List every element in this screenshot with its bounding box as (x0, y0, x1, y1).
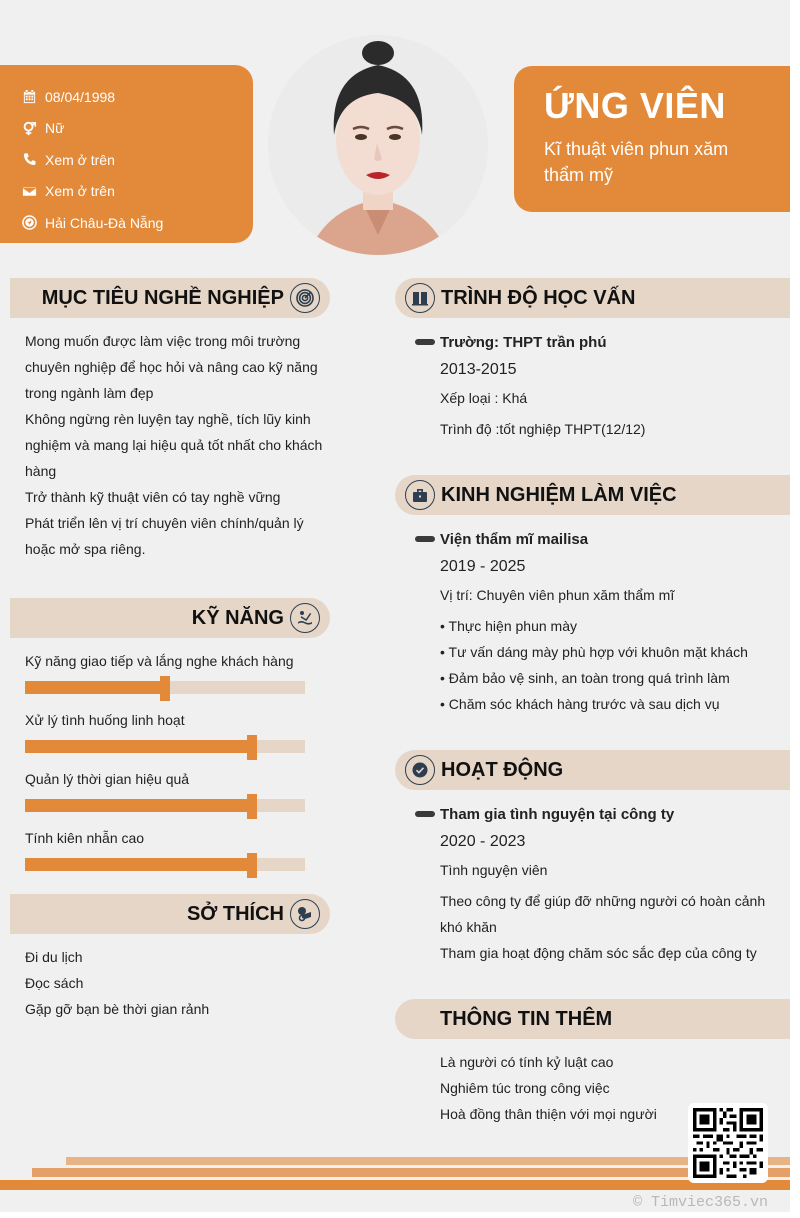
skills-list (25, 650, 305, 886)
skill-item (25, 827, 305, 886)
experience-position: Vị trí: Chuyên viên phun xăm thẩm mĩ (440, 587, 675, 603)
hobby-item: Đi du lịch (25, 949, 83, 965)
skill-label: Tính kiên nhẫn cao (25, 830, 145, 846)
education-period: 2013-2015 (440, 361, 517, 378)
calendar-icon (21, 89, 37, 105)
decorative-stripe (0, 1180, 790, 1190)
title-box (514, 66, 790, 212)
education-level: Trình độ :tốt nghiệp THPT(12/12) (440, 421, 646, 437)
envelope-icon (21, 183, 37, 199)
avatar (268, 35, 488, 255)
hobbies-list (25, 944, 325, 1022)
section-header-hobbies (10, 894, 330, 934)
qr-code (688, 1103, 768, 1183)
school-name: Trường: THPT trần phú (440, 333, 607, 351)
duty-item: • Tư vấn dáng mày phù hợp với khuôn mặt khách (440, 644, 748, 660)
activity-name: Tham gia tình nguyện tại công ty (440, 805, 675, 823)
address-text: Hải Châu-Đà Nẵng (45, 214, 164, 231)
activity-role: Tình nguyện viên (440, 862, 548, 878)
objective-line: Trở thành kỹ thuật viên có tay nghề vững (25, 489, 281, 505)
duty-item: • Thực hiện phun mày (440, 618, 577, 634)
skill-bar (25, 799, 305, 812)
activity-detail: Theo công ty để giúp đỡ những người có hoàn cảnh khó khăn (440, 893, 766, 935)
additional-item: Hoà đồng thân thiện với mọi người (440, 1106, 657, 1122)
skills-icon (290, 603, 320, 633)
location-icon (21, 215, 37, 231)
skill-item (25, 709, 305, 768)
skill-label: Kỹ năng giao tiếp và lắng nghe khách hàng (25, 653, 294, 669)
section-header-activities (395, 750, 790, 790)
gender-text: Nữ (45, 120, 65, 137)
additional-item: Nghiêm túc trong công việc (440, 1080, 610, 1096)
birthday-text: 08/04/1998 (45, 88, 116, 105)
contact-address (0, 207, 253, 239)
bullet-dash (415, 536, 435, 542)
education-entry (415, 329, 775, 442)
decorative-stripe (66, 1157, 790, 1165)
section-title: TRÌNH ĐỘ HỌC VẤN (441, 286, 636, 309)
experience-entry (415, 526, 775, 717)
contact-email (0, 176, 253, 208)
activity-entry (415, 801, 775, 966)
section-title: MỤC TIÊU NGHỀ NGHIỆP (41, 286, 284, 309)
decorative-stripe (32, 1168, 790, 1177)
section-title: HOẠT ĐỘNG (441, 758, 564, 781)
section-header-experience (395, 475, 790, 515)
section-title: KỸ NĂNG (191, 606, 284, 629)
experience-period: 2019 - 2025 (440, 558, 526, 575)
skill-item (25, 768, 305, 827)
objective-text (25, 328, 325, 562)
duty-item: • Đảm bảo vệ sinh, an toàn trong quá trình làm (440, 670, 730, 686)
badge-check-icon (405, 755, 435, 785)
gender-icon (21, 120, 37, 136)
skill-item (25, 650, 305, 709)
section-title: KINH NGHIỆM LÀM VIỆC (441, 483, 677, 506)
section-title: SỞ THÍCH (186, 902, 284, 925)
objective-line: Phát triển lên vị trí chuyên viên chính/quản lý hoặc mở spa riêng. (25, 515, 304, 557)
contact-info-box (0, 65, 253, 243)
skill-label: Quản lý thời gian hiệu quả (25, 771, 190, 787)
skill-bar (25, 681, 305, 694)
section-header-education (395, 278, 790, 318)
company-name: Viện thẩm mĩ mailisa (440, 530, 589, 548)
skill-label: Xử lý tình huống linh hoạt (25, 712, 185, 728)
section-header-skills (10, 598, 330, 638)
contact-gender (0, 113, 253, 145)
skill-bar (25, 858, 305, 871)
hobby-item: Đọc sách (25, 975, 84, 991)
email-text: Xem ở trên (45, 183, 115, 200)
copyright: © Timviec365.vn (632, 1194, 768, 1211)
education-rank: Xếp loại : Khá (440, 390, 528, 406)
section-title: THÔNG TIN THÊM (440, 1007, 613, 1030)
objective-line: Mong muốn được làm việc trong môi trường chuyên nghiệp để học hỏi và nâng cao kỹ năng trong ngành làm đẹp (25, 333, 318, 401)
bullet-dash (415, 339, 435, 345)
section-header-additional (395, 999, 790, 1039)
phone-text: Xem ở trên (45, 151, 115, 168)
hobbies-icon (290, 899, 320, 929)
phone-icon (21, 152, 37, 168)
book-icon (405, 283, 435, 313)
skill-bar (25, 740, 305, 753)
contact-birthday (0, 81, 253, 113)
hobby-item: Gặp gỡ bạn bè thời gian rảnh (25, 1001, 210, 1017)
job-title: Kĩ thuật viên phun xăm thẩm mỹ (544, 139, 729, 185)
activity-detail: Tham gia hoạt động chăm sóc sắc đẹp của công ty (440, 945, 757, 961)
briefcase-icon (405, 480, 435, 510)
section-header-objective (10, 278, 330, 318)
activity-period: 2020 - 2023 (440, 833, 526, 850)
objective-line: Không ngừng rèn luyện tay nghề, tích lũy kinh nghiệm và mang lại hiệu quả tốt nhất cho khách hàng (25, 411, 323, 479)
target-icon (290, 283, 320, 313)
additional-item: Là người có tính kỷ luật cao (440, 1054, 614, 1070)
duty-item: • Chăm sóc khách hàng trước và sau dịch vụ (440, 696, 720, 712)
contact-phone (0, 144, 253, 176)
bullet-dash (415, 811, 435, 817)
candidate-name: ỨNG VIÊN (544, 85, 726, 126)
